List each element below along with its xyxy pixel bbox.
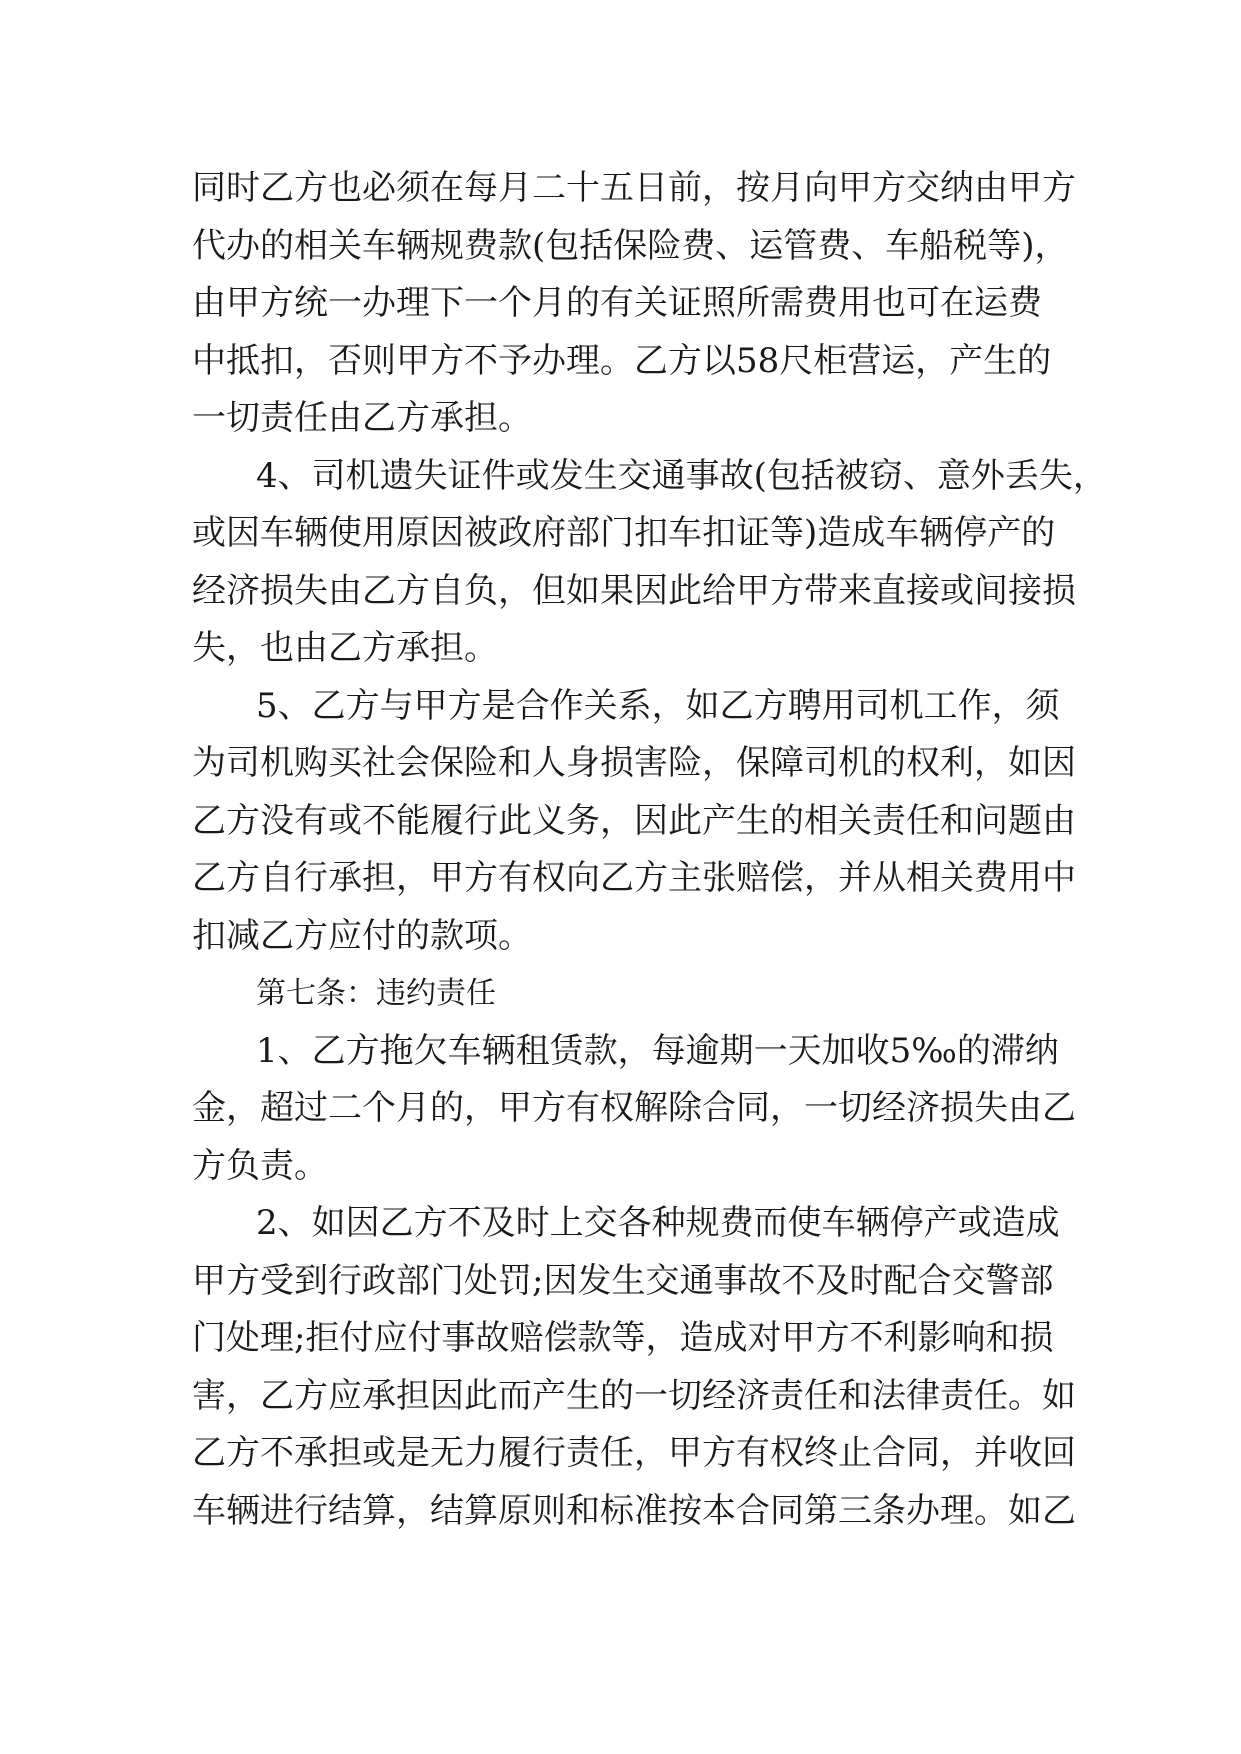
document-page bbox=[192, 160, 1107, 1540]
text-line: 代办的相关车辆规费款(包括保险费、运管费、车船税等)， bbox=[192, 225, 1069, 266]
text-line: 乙方没有或不能履行此义务，因此产生的相关责任和问题由 bbox=[192, 800, 1076, 841]
text-line: 2、如因乙方不及时上交各种规费而使车辆停产或造成 bbox=[256, 1203, 1060, 1243]
text-line: 4、司机遗失证件或发生交通事故(包括被窃、意外丢失， bbox=[256, 455, 1107, 496]
text-line: 乙方自行承担，甲方有权向乙方主张赔偿，并从相关费用中 bbox=[192, 858, 1076, 898]
text-line: 乙方不承担或是无力履行责任，甲方有权终止合同，并收回 bbox=[192, 1433, 1076, 1473]
text-line: 扣减乙方应付的款项。 bbox=[192, 915, 532, 956]
text-line: 一切责任由乙方承担。 bbox=[192, 398, 532, 438]
text-line: 失，也由乙方承担。 bbox=[192, 628, 498, 668]
section-heading: 第七条：违约责任 bbox=[256, 976, 496, 1011]
text-line: 方负责。 bbox=[192, 1145, 328, 1186]
text-line: 甲方受到行政部门处罚;因发生交通事故不及时配合交警部 bbox=[192, 1260, 1054, 1301]
text-line: 害，乙方应承担因此而产生的一切经济责任和法律责任。如 bbox=[192, 1375, 1076, 1416]
text-line: 为司机购买社会保险和人身损害险，保障司机的权利，如因 bbox=[192, 743, 1076, 783]
text-line: 由甲方统一办理下一个月的有关证照所需费用也可在运费 bbox=[192, 283, 1042, 323]
text-line: 经济损失由乙方自负，但如果因此给甲方带来直接或间接损 bbox=[192, 570, 1076, 611]
text-line: 车辆进行结算，结算原则和标准按本合同第三条办理。如乙 bbox=[192, 1490, 1076, 1531]
text-line: 门处理;拒付应付事故赔偿款等，造成对甲方不利影响和损 bbox=[192, 1318, 1054, 1358]
text-line: 5、乙方与甲方是合作关系，如乙方聘用司机工作，须 bbox=[256, 685, 1060, 726]
text-line: 同时乙方也必须在每月二十五日前，按月向甲方交纳由甲方 bbox=[192, 168, 1076, 208]
text-line: 或因车辆使用原因被政府部门扣车扣证等)造成车辆停产的 bbox=[192, 513, 1056, 553]
text-line: 1、乙方拖欠车辆租赁款，每逾期一天加收5‰的滞纳 bbox=[256, 1030, 1059, 1071]
text-line: 金，超过二个月的，甲方有权解除合同，一切经济损失由乙 bbox=[192, 1088, 1076, 1128]
text-line: 中抵扣，否则甲方不予办理。乙方以58尺柜营运，产生的 bbox=[192, 340, 1052, 381]
